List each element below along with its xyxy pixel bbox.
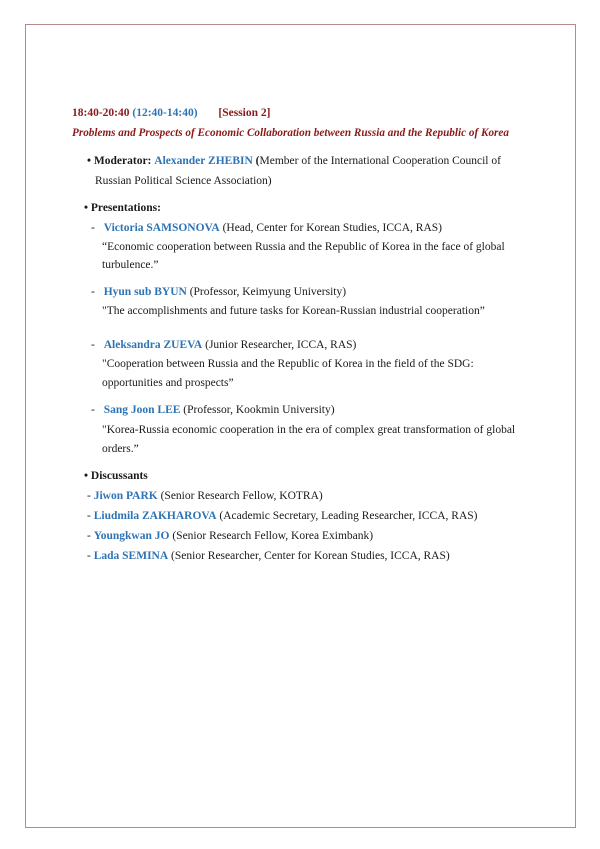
presenter-name: Aleksandra ZUEVA bbox=[103, 339, 203, 351]
presentation-title-cont: turbulence.” bbox=[102, 259, 159, 271]
discussant-item bbox=[87, 527, 373, 545]
moderator-affiliation-cont: Russian Political Science Association) bbox=[95, 175, 272, 187]
list-dash: - bbox=[87, 550, 91, 562]
presentation-item bbox=[91, 283, 346, 301]
presentation-item bbox=[91, 336, 356, 354]
discussant-affiliation: (Senior Research Fellow, KOTRA) bbox=[157, 490, 323, 502]
moderator-paren: ( bbox=[255, 155, 260, 167]
presentation-item bbox=[91, 401, 335, 419]
list-dash: - bbox=[91, 222, 95, 234]
discussant-item bbox=[87, 547, 450, 565]
list-dash: - bbox=[91, 286, 95, 298]
session-label: [Session 2] bbox=[218, 107, 271, 119]
moderator-colon: : bbox=[147, 155, 152, 167]
discussant-name: Jiwon PARK bbox=[93, 490, 158, 502]
moderator-affiliation: Member of the International Cooperation Council of bbox=[259, 155, 501, 167]
session-time-alt: (12:40-14:40) bbox=[132, 107, 198, 119]
presentation-item bbox=[91, 219, 442, 237]
moderator-heading: • Moderator bbox=[87, 155, 148, 167]
discussant-affiliation: (Senior Researcher, Center for Korean Studies, ICCA, RAS) bbox=[168, 550, 450, 562]
presenter-affiliation: (Professor, Keimyung University) bbox=[186, 286, 347, 298]
presentation-title: "Cooperation between Russia and the Republic of Korea in the field of the SDG: bbox=[102, 358, 474, 370]
presenter-name: Hyun sub BYUN bbox=[103, 286, 187, 298]
presentation-title: "The accomplishments and future tasks for Korean-Russian industrial cooperation” bbox=[102, 305, 485, 317]
presentation-title: “Economic cooperation between Russia and the Republic of Korea in the face of global bbox=[102, 241, 505, 253]
session-time: 18:40-20:40 bbox=[72, 107, 130, 119]
discussant-name: Youngkwan JO bbox=[93, 530, 170, 542]
session-header bbox=[72, 104, 270, 122]
presenter-name: Sang Joon LEE bbox=[103, 404, 181, 416]
list-dash: - bbox=[87, 510, 91, 522]
presenter-name: Victoria SAMSONOVA bbox=[103, 222, 220, 234]
presenter-affiliation: (Professor, Kookmin University) bbox=[180, 404, 335, 416]
presentation-title-cont: orders.” bbox=[102, 443, 139, 455]
session-title: Problems and Prospects of Economic Collaboration between Russia and the Republic of Korea bbox=[72, 127, 509, 139]
discussants-heading: • Discussants bbox=[84, 470, 148, 482]
list-dash: - bbox=[87, 490, 91, 502]
discussant-affiliation: (Senior Research Fellow, Korea Eximbank) bbox=[169, 530, 374, 542]
presenter-affiliation: (Junior Researcher, ICCA, RAS) bbox=[202, 339, 357, 351]
list-dash: - bbox=[87, 530, 91, 542]
discussant-item bbox=[87, 507, 478, 525]
moderator-name: Alexander ZHEBIN bbox=[154, 155, 253, 167]
discussant-affiliation: (Academic Secretary, Leading Researcher, ICCA, RAS) bbox=[216, 510, 478, 522]
discussant-name: Lada SEMINA bbox=[93, 550, 169, 562]
presentation-title-cont: opportunities and prospects” bbox=[102, 377, 234, 389]
discussant-name: Liudmila ZAKHAROVA bbox=[93, 510, 217, 522]
list-dash: - bbox=[91, 404, 95, 416]
list-dash: - bbox=[91, 339, 95, 351]
presentation-title: "Korea-Russia economic cooperation in the era of complex great transformation of global bbox=[102, 424, 516, 436]
presenter-affiliation: (Head, Center for Korean Studies, ICCA, RAS) bbox=[219, 222, 442, 234]
moderator-line bbox=[87, 152, 501, 170]
discussant-item bbox=[87, 487, 323, 505]
presentations-heading: • Presentations: bbox=[84, 202, 161, 214]
